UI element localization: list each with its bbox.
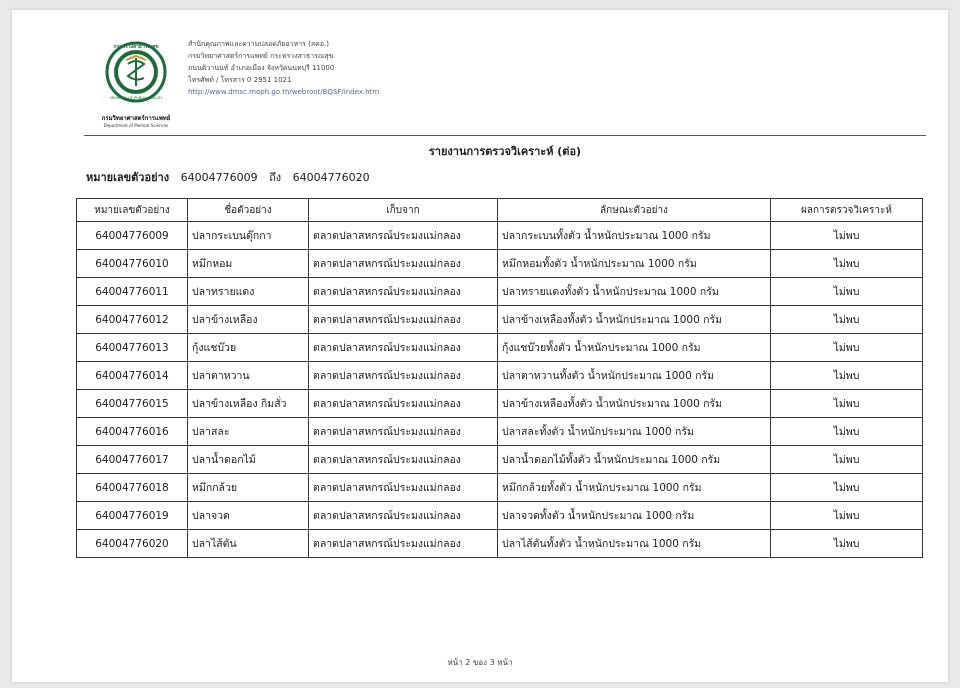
cell-sample-description: ปลาจวดทั้งตัว น้ำหนักประมาณ 1000 กรัม (498, 502, 771, 530)
cell-analysis-result: ไม่พบ (771, 362, 923, 390)
letterhead-text (188, 38, 379, 98)
cell-sample-name: ปลาข้างเหลือง (188, 306, 309, 334)
cell-analysis-result: ไม่พบ (771, 390, 923, 418)
cell-sample-id: 64004776010 (77, 250, 188, 278)
cell-analysis-result: ไม่พบ (771, 334, 923, 362)
cell-collected-from: ตลาดปลาสหกรณ์ประมงแม่กลอง (309, 278, 498, 306)
cell-collected-from: ตลาดปลาสหกรณ์ประมงแม่กลอง (309, 362, 498, 390)
table-row (77, 530, 923, 558)
cell-sample-description: ปลาสละทั้งตัว น้ำหนักประมาณ 1000 กรัม (498, 418, 771, 446)
table-header-row (77, 199, 923, 222)
header-divider (84, 135, 926, 136)
table-row (77, 306, 923, 334)
header-sample-name: ชื่อตัวอย่าง (188, 199, 309, 222)
cell-sample-id: 64004776013 (77, 334, 188, 362)
cell-sample-description: ปลาตาหวานทั้งตัว น้ำหนักประมาณ 1000 กรัม (498, 362, 771, 390)
sample-range-to-word: ถึง (269, 171, 282, 184)
cell-collected-from: ตลาดปลาสหกรณ์ประมงแม่กลอง (309, 222, 498, 250)
cell-sample-id: 64004776017 (77, 446, 188, 474)
org-url-link[interactable]: http://www.dmsc.moph.go.th/webroot/BQSF/index.htm (188, 88, 380, 96)
cell-sample-description: ปลาน้ำดอกไม้ทั้งตัว น้ำหนักประมาณ 1000 กรัม (498, 446, 771, 474)
cell-analysis-result: ไม่พบ (771, 278, 923, 306)
cell-sample-description: หมึกหอมทั้งตัว น้ำหนักประมาณ 1000 กรัม (498, 250, 771, 278)
cell-sample-id: 64004776019 (77, 502, 188, 530)
cell-sample-name: ปลาไส้ตัน (188, 530, 309, 558)
cell-sample-name: ปลาข้างเหลือง กิมสั่ว (188, 390, 309, 418)
sample-range-label: หมายเลขตัวอย่าง (86, 171, 170, 184)
cell-sample-name: หมึกกล้วย (188, 474, 309, 502)
cell-collected-from: ตลาดปลาสหกรณ์ประมงแม่กลอง (309, 502, 498, 530)
cell-sample-description: ปลาทรายแดงทั้งตัว น้ำหนักประมาณ 1000 กรัม (498, 278, 771, 306)
header-sample-id: หมายเลขตัวอย่าง (77, 199, 188, 222)
cell-sample-description: ปลาข้างเหลืองทั้งตัว น้ำหนักประมาณ 1000 กรัม (498, 306, 771, 334)
cell-sample-id: 64004776020 (77, 530, 188, 558)
cell-collected-from: ตลาดปลาสหกรณ์ประมงแม่กลอง (309, 530, 498, 558)
table-row (77, 250, 923, 278)
cell-sample-id: 64004776016 (77, 418, 188, 446)
cell-sample-description: หมึกกล้วยทั้งตัว น้ำหนักประมาณ 1000 กรัม (498, 474, 771, 502)
table-row (77, 502, 923, 530)
cell-sample-name: ปลาจวด (188, 502, 309, 530)
cell-sample-id: 64004776009 (77, 222, 188, 250)
results-table (76, 198, 923, 558)
cell-analysis-result: ไม่พบ (771, 222, 923, 250)
org-line-2: กรมวิทยาศาสตร์การแพทย์ กระทรวงสาธารณสุข (188, 52, 334, 60)
cell-sample-id: 64004776015 (77, 390, 188, 418)
cell-sample-description: ปลาไส้ตันทั้งตัว น้ำหนักประมาณ 1000 กรัม (498, 530, 771, 558)
cell-collected-from: ตลาดปลาสหกรณ์ประมงแม่กลอง (309, 250, 498, 278)
cell-analysis-result: ไม่พบ (771, 474, 923, 502)
cell-collected-from: ตลาดปลาสหกรณ์ประมงแม่กลอง (309, 334, 498, 362)
table-row (77, 390, 923, 418)
table-row (77, 334, 923, 362)
logo-ring-bottom: MINISTRY OF PUBLIC HEALTH (110, 96, 162, 100)
header-collected-from: เก็บจาก (309, 199, 498, 222)
ministry-logo (84, 36, 188, 132)
cell-sample-description: ปลากระเบนทั้งตัว น้ำหนักประมาณ 1000 กรัม (498, 222, 771, 250)
cell-sample-name: ปลากระเบนตุ๊กกา (188, 222, 309, 250)
logo-ring-top: กระทรวงสาธารณสุข (113, 44, 159, 50)
cell-sample-description: ปลาข้างเหลืองทั้งตัว น้ำหนักประมาณ 1000 กรัม (498, 390, 771, 418)
cell-sample-name: หมึกหอม (188, 250, 309, 278)
cell-sample-id: 64004776011 (77, 278, 188, 306)
cell-analysis-result: ไม่พบ (771, 446, 923, 474)
report-title: รายงานการตรวจวิเคราะห์ (ต่อ) (428, 145, 582, 158)
cell-analysis-result: ไม่พบ (771, 306, 923, 334)
cell-sample-id: 64004776014 (77, 362, 188, 390)
table-row (77, 362, 923, 390)
cell-sample-name: ปลาสละ (188, 418, 309, 446)
cell-analysis-result: ไม่พบ (771, 250, 923, 278)
cell-analysis-result: ไม่พบ (771, 418, 923, 446)
sample-range-to: 64004776020 (292, 171, 370, 184)
page-number: หน้า 2 ของ 3 หน้า (447, 658, 513, 667)
cell-analysis-result: ไม่พบ (771, 530, 923, 558)
cell-collected-from: ตลาดปลาสหกรณ์ประมงแม่กลอง (309, 390, 498, 418)
org-line-1: สำนักคุณภาพและความปลอดภัยอาหาร (สคอ.) (188, 40, 329, 48)
table-row (77, 222, 923, 250)
cell-sample-name: ปลาทรายแดง (188, 278, 309, 306)
org-address: ถนนติวานนท์ อำเภอเมือง จังหวัดนนทบุรี 11000 (188, 64, 335, 72)
cell-sample-name: ปลาตาหวาน (188, 362, 309, 390)
logo-caption: กรมวิทยาศาสตร์การแพทย์ (101, 115, 171, 122)
cell-sample-id: 64004776012 (77, 306, 188, 334)
cell-analysis-result: ไม่พบ (771, 502, 923, 530)
cell-collected-from: ตลาดปลาสหกรณ์ประมงแม่กลอง (309, 474, 498, 502)
header-analysis-result: ผลการตรวจวิเคราะห์ (771, 199, 923, 222)
table-row (77, 278, 923, 306)
cell-sample-name: ปลาน้ำดอกไม้ (188, 446, 309, 474)
cell-collected-from: ตลาดปลาสหกรณ์ประมงแม่กลอง (309, 306, 498, 334)
document-page (12, 10, 948, 682)
logo-subcaption: Department of Medical Sciences (103, 123, 169, 128)
cell-sample-id: 64004776018 (77, 474, 188, 502)
table-row (77, 446, 923, 474)
org-phone: โทรศัพท์ / โทรสาร 0 2951 1021 (188, 76, 292, 84)
header-sample-description: ลักษณะตัวอย่าง (498, 199, 771, 222)
sample-range (86, 168, 378, 186)
cell-collected-from: ตลาดปลาสหกรณ์ประมงแม่กลอง (309, 446, 498, 474)
cell-sample-description: กุ้งแชบ๊วยทั้งตัว น้ำหนักประมาณ 1000 กรัม (498, 334, 771, 362)
table-row (77, 418, 923, 446)
sample-range-from: 64004776009 (180, 171, 258, 184)
cell-sample-name: กุ้งแชบ๊วย (188, 334, 309, 362)
cell-collected-from: ตลาดปลาสหกรณ์ประมงแม่กลอง (309, 418, 498, 446)
table-row (77, 474, 923, 502)
